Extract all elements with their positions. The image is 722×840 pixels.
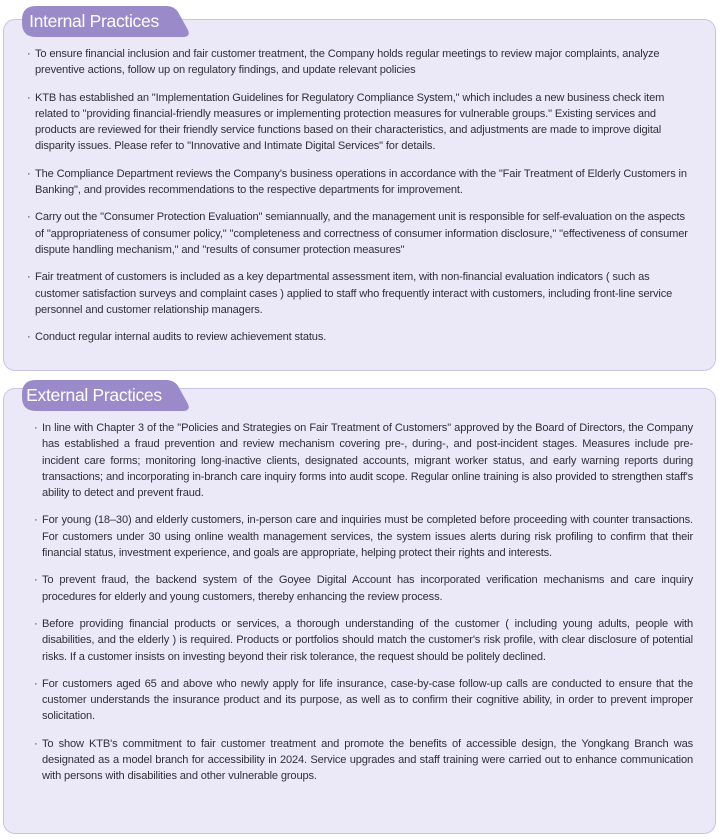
list-item-text: To ensure financial inclusion and fair customer treatment, the Company holds regular meetings to review major complaints, analyze preventive actions, follow up on regulatory findings, and update relevant policies <box>35 48 660 77</box>
list-item <box>4 420 715 501</box>
list-item <box>4 616 715 665</box>
bullet: · <box>27 48 31 60</box>
list-item-text: To prevent fraud, the backend system of the Goyee Digital Account has incorporated verification mechanisms and care inquiry procedures for elderly and young customers, thereby enhancing the review process. <box>42 574 693 603</box>
bullet: · <box>34 422 38 434</box>
internal-practices-panel <box>3 19 716 371</box>
list-item-text: For young (18–30) and elderly customers, in-person care and inquiries must be completed before proceeding with counter transactions. For customers under 30 using online wealth management services, the system issues alerts during risk profiling to confirm that their financial status, investment experience, and goals are appropriate, helping protect their rights and interests. <box>42 514 693 560</box>
bullet: · <box>34 574 38 587</box>
list-item-text: To show KTB's commitment to fair customer treatment and promote the benefits of accessible design, the Yongkang Branch was designated as a model branch for accessibility in 2024. Service upgrades and staff training were carried out to enhance communication with persons with disabilities and other vulnerable groups. <box>42 737 693 783</box>
internal-practices-list <box>4 46 715 356</box>
external-practices-list <box>4 420 715 796</box>
list-item <box>4 676 715 725</box>
list-item-text: For customers aged 65 and above who newly apply for life insurance, case-by-case follow-up calls are conducted to ensure that the customer understands the insurance product and its purpose, as well as to confirm their cognitive ability, in order to prevent improper solicitation. <box>42 677 693 723</box>
list-item-text: In line with Chapter 3 of the "Policies and Strategies on Fair Treatment of Customers" approved by the Board of Directors, the Company has established a fraud prevention and review mechanism covering pre-, during-, and post-incident stages. Measures include pre-incident care forms; monitoring long-inactive clients, designated accounts, migrant worker status, and early warning reports during transactions; and incorporating in-branch care inquiry forms into audit scope. Regular online training is also provided to strengthen staff's ability to detect and prevent fraud. <box>42 422 693 500</box>
list-item <box>4 46 715 79</box>
section-title: External Practices <box>26 385 162 405</box>
list-item <box>4 209 715 258</box>
list-item-text: Fair treatment of customers is included as a key departmental assessment item, with non-financial evaluation indicators ( such as customer satisfaction surveys and complaint cases ) applied to staff who frequently interact with customers, including front-line service personnel and customer relationship managers. <box>35 271 673 316</box>
list-item <box>4 166 715 199</box>
list-item <box>4 90 715 155</box>
bullet: · <box>34 677 38 690</box>
bullet: · <box>34 514 38 527</box>
internal-practices-tab <box>22 6 192 37</box>
bullet: · <box>27 211 31 224</box>
external-practices-tab <box>22 380 192 411</box>
list-item-text: The Compliance Department reviews the Company's business operations in accordance with the "Fair Treatment of Elderly Customers in Banking", and provides recommendations to the respective departments for improvement. <box>35 167 687 197</box>
list-item <box>4 736 715 785</box>
bullet: · <box>27 91 31 104</box>
bullet: · <box>27 167 31 180</box>
bullet: · <box>27 271 31 284</box>
list-item-text: Carry out the "Consumer Protection Evaluation" semiannually, and the management unit is responsible for self-evaluation on the aspects of "appropriateness of consumer policy," "completeness and correctness of consumer information disclosure," "effectiveness of consumer dispute handling mechanism," and "results of consumer protection measures" <box>35 211 688 256</box>
section-title: Internal Practices <box>29 11 159 31</box>
list-item <box>4 572 715 605</box>
bullet: · <box>27 331 31 344</box>
list-item <box>4 512 715 561</box>
external-practices-panel <box>3 388 716 834</box>
list-item <box>4 269 715 318</box>
bullet: · <box>34 737 38 750</box>
list-item <box>4 329 715 345</box>
bullet: · <box>34 617 38 630</box>
list-item-text: KTB has established an "Implementation Guidelines for Regulatory Compliance System," which includes a new business check item related to "providing financial-friendly measures or implementing protection measures for vulnerable groups." Existing services and products are reviewed for their friendly service functions based on their characteristics, and adjustments are made to improve digital disparity issues. Please refer to "Innovative and Intimate Digital Services" for details. <box>35 91 665 153</box>
list-item-text: Conduct regular internal audits to review achievement status. <box>35 331 327 344</box>
list-item-text: Before providing financial products or services, a thorough understanding of the customer ( including young adults, people with disabilities, and the elderly ) is required. Products or portfolios should match the customer's risk profile, with clear disclosure of potential risks. If a customer insists on investing beyond their risk tolerance, the request should be politely declined. <box>42 617 693 663</box>
